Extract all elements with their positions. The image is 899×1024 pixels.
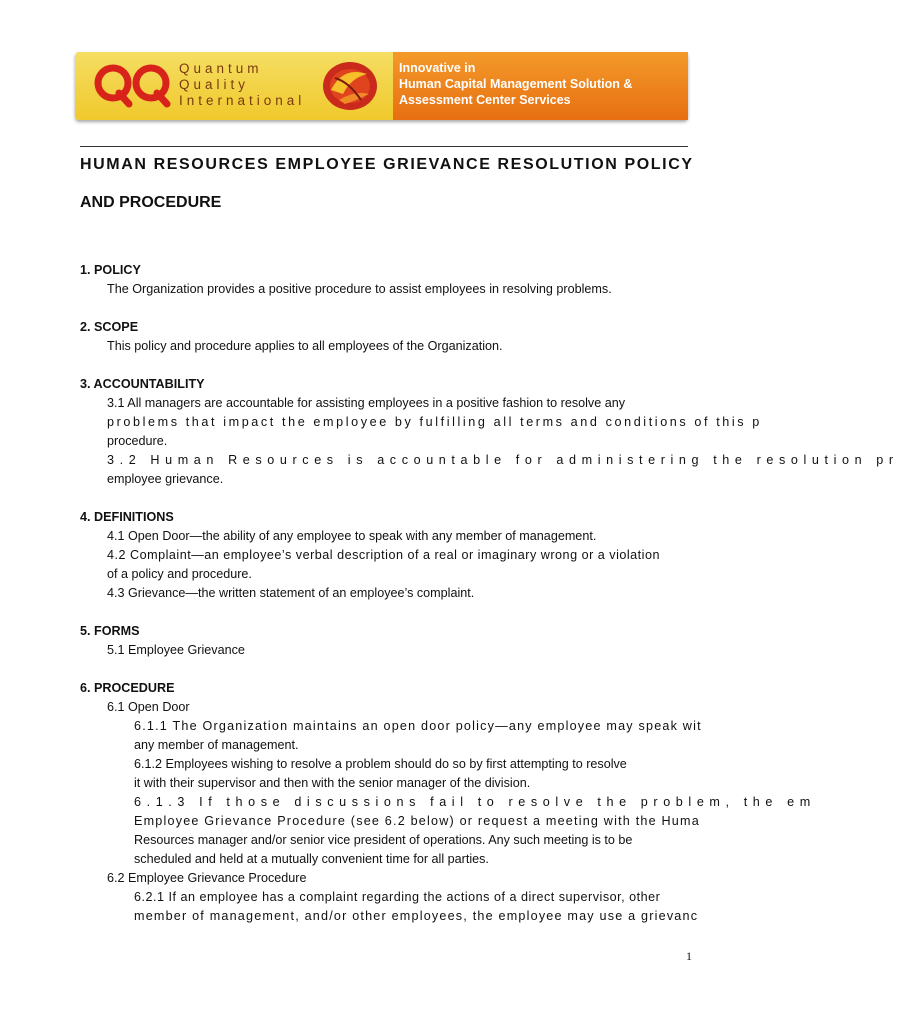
- body-line: 5.1 Employee Grievance: [107, 643, 245, 657]
- qq-logo-icon: [93, 60, 177, 110]
- section-heading-scope: 2. SCOPE: [80, 320, 139, 334]
- subsection-heading: 6.2 Employee Grievance Procedure: [107, 871, 307, 885]
- body-line: 3.1 All managers are accountable for assisting employees in a positive fashion to resolve any: [107, 396, 626, 410]
- section-heading-forms: 5. FORMS: [80, 624, 140, 638]
- body-line: scheduled and held at a mutually convenient time for all parties.: [134, 852, 489, 866]
- tagline-line: Assessment Center Services: [399, 93, 571, 107]
- banner-tagline: [399, 60, 632, 108]
- page-number: 1: [686, 949, 692, 963]
- body-line: employee grievance.: [107, 472, 224, 486]
- body-line: it with their supervisor and then with the senior manager of the division.: [134, 776, 531, 790]
- body-line: Resources manager and/or senior vice president of operations. Any such meeting is to be: [134, 833, 633, 847]
- body-line: 3.2 Human Resources is accountable for administering the resolution pr: [107, 453, 899, 467]
- section-heading-definitions: 4. DEFINITIONS: [80, 510, 174, 524]
- tagline-line: Innovative in: [399, 61, 476, 75]
- company-banner: [75, 52, 688, 120]
- document-title: HUMAN RESOURCES EMPLOYEE GRIEVANCE RESOLUTION POLICY: [80, 156, 694, 173]
- section-heading-procedure: 6. PROCEDURE: [80, 681, 175, 695]
- section-heading-accountability: 3. ACCOUNTABILITY: [80, 377, 205, 391]
- brand-name: [179, 61, 305, 109]
- body-line: 4.2 Complaint—an employee’s verbal description of a real or imaginary wrong or a violation: [107, 548, 660, 562]
- body-line: This policy and procedure applies to all employees of the Organization.: [107, 339, 503, 353]
- body-line: 6.1.3 If those discussions fail to resolve the problem, the em: [134, 795, 816, 809]
- section-heading-policy: 1. POLICY: [80, 263, 141, 277]
- body-line: procedure.: [107, 434, 168, 448]
- body-line: Employee Grievance Procedure (see 6.2 below) or request a meeting with the Huma: [134, 814, 700, 828]
- brand-line: Quantum: [179, 61, 263, 76]
- body-line: problems that impact the employee by fulfilling all terms and conditions of this p: [107, 415, 762, 429]
- subsection-heading: 6.1 Open Door: [107, 700, 190, 714]
- document-title-continued: AND PROCEDURE: [80, 194, 222, 211]
- body-line: 6.1.2 Employees wishing to resolve a problem should do so by first attempting to resolve: [134, 757, 627, 771]
- header-divider: [80, 146, 688, 147]
- brand-line: International: [179, 93, 306, 108]
- body-line: 4.1 Open Door—the ability of any employee to speak with any member of management.: [107, 529, 597, 543]
- body-line: member of management, and/or other employees, the employee may use a grievanc: [134, 909, 699, 923]
- body-line: 4.3 Grievance—the written statement of an employee’s complaint.: [107, 586, 475, 600]
- brand-line: Quality: [179, 77, 250, 92]
- body-line: of a policy and procedure.: [107, 567, 252, 581]
- body-line: The Organization provides a positive procedure to assist employees in resolving problems.: [107, 282, 612, 296]
- tagline-line: Human Capital Management Solution &: [399, 77, 633, 91]
- body-line: 6.2.1 If an employee has a complaint regarding the actions of a direct supervisor, other: [134, 890, 661, 904]
- body-line: any member of management.: [134, 738, 299, 752]
- emblem-icon: [321, 60, 379, 112]
- body-line: 6.1.1 The Organization maintains an open door policy—any employee may speak wit: [134, 719, 702, 733]
